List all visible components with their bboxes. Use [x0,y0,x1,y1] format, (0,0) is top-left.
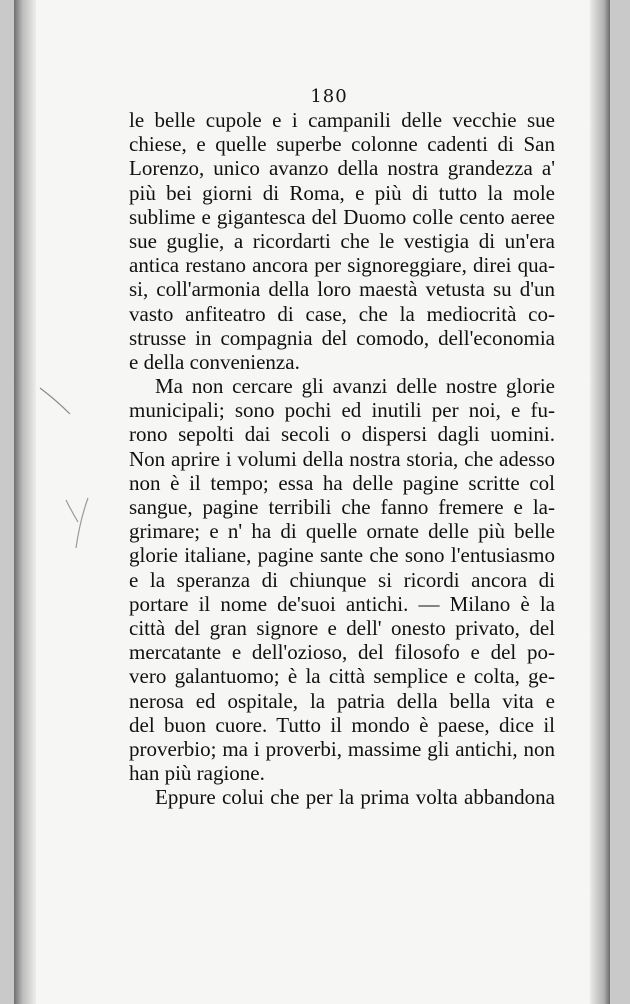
body-text [129,108,555,809]
text-line: chiese, e quelle superbe colonne cadenti di San [129,132,555,157]
text-line: nerosa ed ospitale, la patria della bella vita e [129,688,555,713]
text-line: han più ragione. [129,761,265,786]
text-line: glorie italiane, pagine sante che sono l'entusiasmo [129,543,555,568]
text-line: Non aprire i volumi della nostra storia, che adesso [129,446,555,471]
text-line: e la speranza di chiunque si ricordi ancora di [129,567,555,592]
text-line: vero galantuomo; è la città semplice e colta, ge- [129,664,555,689]
text-line: più bei giorni di Roma, e più di tutto la mole [129,180,555,205]
text-line: città del gran signore e dell' onesto privato, del [129,615,555,640]
text-line: e della convenienza. [129,349,300,374]
page-number: 180 [310,86,348,107]
text-line: strusse in compagnia del comodo, dell'economia [129,325,555,350]
text-line: sue guglie, a ricordarti che le vestigia di un'era [129,228,555,253]
text-line: rono sepolti dai secoli o dispersi dagli uomini. [129,422,555,447]
text-line: non è il tempo; essa ha delle pagine scritte col [129,470,555,495]
pencil-margin-mark [36,380,96,580]
text-line: portare il nome de'suoi antichi. — Milano è la [129,591,555,616]
text-line: grimare; e n' ha di quelle ornate delle più belle [129,519,555,544]
text-line: mercatante e dell'ozioso, del filosofo e del po- [129,640,555,665]
text-line: Lorenzo, unico avanzo della nostra grandezza a' [129,156,555,181]
text-line: del buon cuore. Tutto il mondo è paese, dice il [129,712,555,737]
text-line: si, coll'armonia della loro maestà vetusta su d'un [129,277,555,302]
text-line: municipali; sono pochi ed inutili per noi, e fu- [129,398,555,423]
text-line: vasto anfiteatro di case, che la mediocrità co- [129,301,555,326]
page-gutter-shadow [14,0,36,1004]
text-line: Eppure colui che per la prima volta abbandona [155,785,555,810]
text-line: sangue, pagine terribili che fanno fremere e la- [129,495,555,519]
page-edge-shadow [590,0,610,1004]
text-line: proverbio; ma i proverbi, massime gli antichi, non [129,736,555,761]
text-line: antica restano ancora per signoreggiare, direi qua- [129,253,555,278]
text-line: Ma non cercare gli avanzi delle nostre glorie [155,374,555,399]
text-line: sublime e gigantesca del Duomo colle cento aeree [129,204,555,229]
text-line: le belle cupole e i campanili delle vecchie sue [129,108,555,132]
